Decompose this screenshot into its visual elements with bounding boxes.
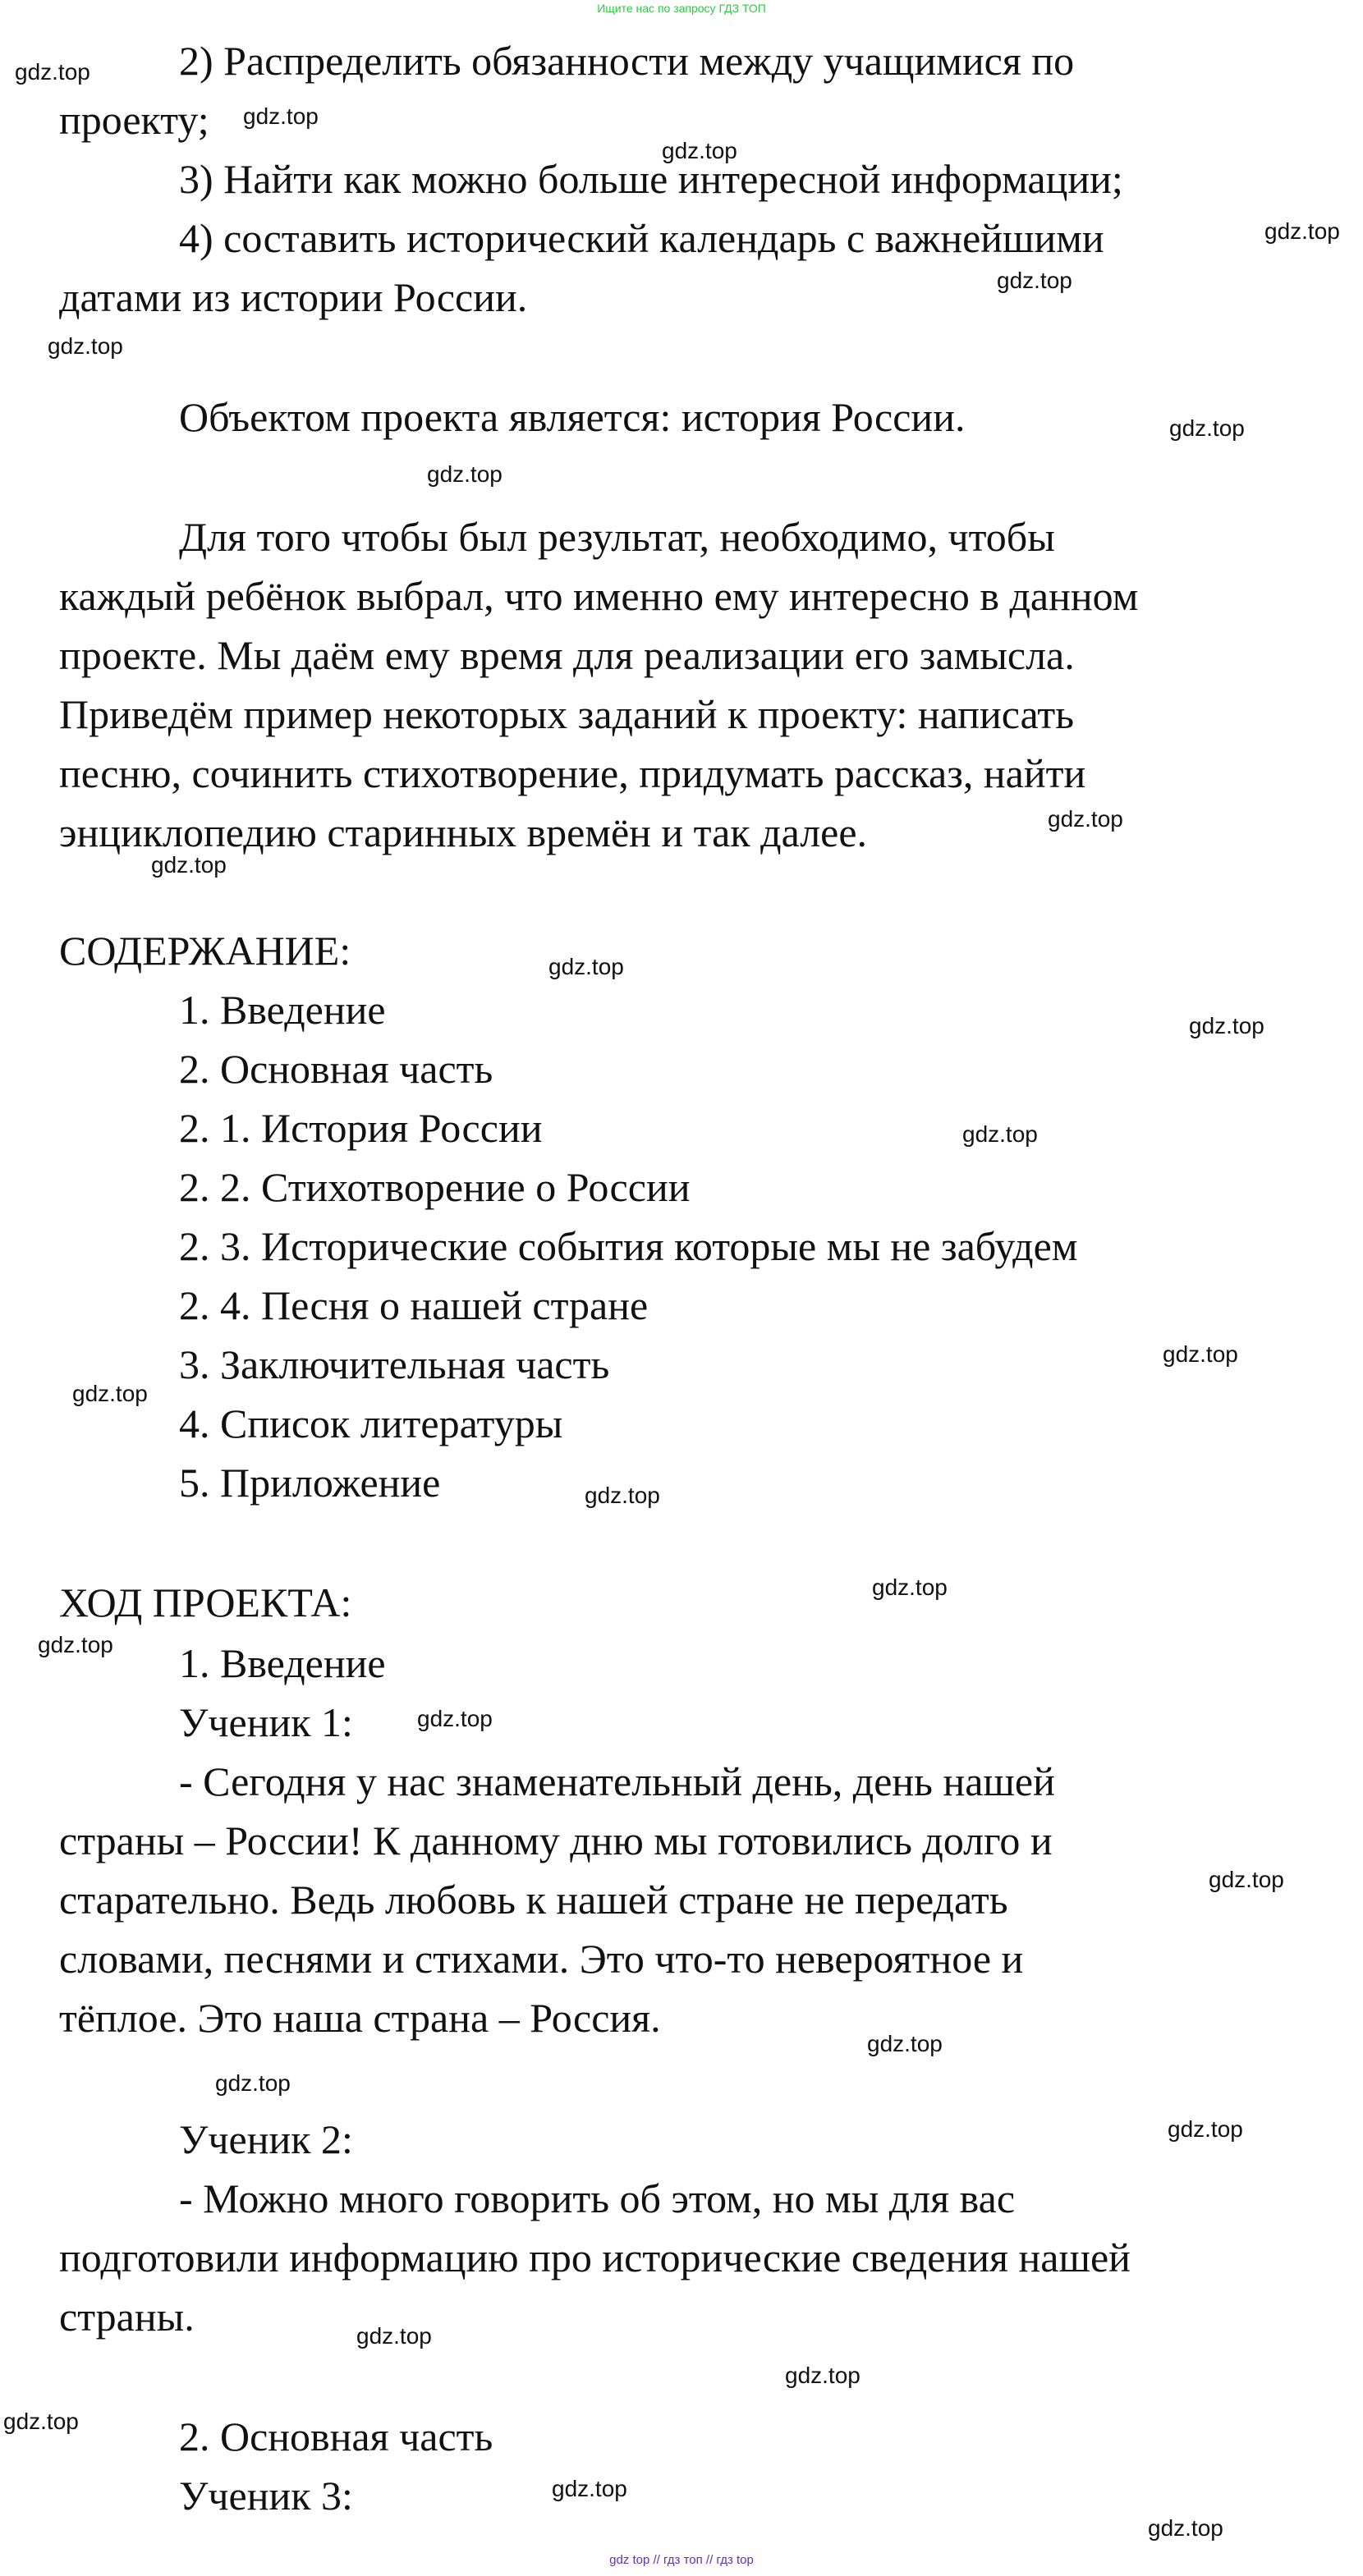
bottom-banner[interactable]: gdz top // гдз топ // гдз top xyxy=(609,2553,754,2567)
watermark: gdz.top xyxy=(417,1706,493,1731)
section-heading: 2. Основная часть xyxy=(179,2413,493,2459)
speaker-label: Ученик 3: xyxy=(179,2473,353,2519)
watermark: gdz.top xyxy=(1264,218,1340,244)
watermark: gdz.top xyxy=(548,954,624,979)
contents-item: 2. 4. Песня о нашей стране xyxy=(179,1282,649,1328)
watermark: gdz.top xyxy=(1048,806,1123,832)
contents-item: 2. 2. Стихотворение о России xyxy=(179,1164,691,1210)
contents-item: 3. Заключительная часть xyxy=(179,1341,610,1387)
watermark: gdz.top xyxy=(1209,1867,1284,1892)
text-line: страны – России! К данному дню мы готовились долго и xyxy=(59,1817,1053,1863)
watermark: gdz.top xyxy=(997,268,1072,293)
watermark: gdz.top xyxy=(872,1574,948,1600)
watermark: gdz.top xyxy=(962,1121,1038,1147)
watermark: gdz.top xyxy=(1168,2116,1243,2142)
watermark: gdz.top xyxy=(243,103,319,129)
watermark: gdz.top xyxy=(867,2031,943,2056)
watermark: gdz.top xyxy=(72,1381,148,1406)
watermark: gdz.top xyxy=(1169,415,1245,441)
text-line: подготовили информацию про исторические сведения нашей xyxy=(59,2235,1131,2280)
text-line: 4) составить исторический календарь с важнейшими xyxy=(179,215,1104,261)
text-line: Приведём пример некоторых заданий к проекту: написать xyxy=(59,691,1075,737)
watermark: gdz.top xyxy=(785,2363,860,2388)
section-heading: ХОД ПРОЕКТА: xyxy=(59,1579,352,1625)
text-line: - Сегодня у нас знаменательный день, день нашей xyxy=(179,1758,1055,1804)
watermark: gdz.top xyxy=(3,2409,79,2434)
watermark: gdz.top xyxy=(552,2476,627,2501)
text-line: датами из истории России. xyxy=(59,274,528,320)
contents-item: 4. Список литературы xyxy=(179,1400,563,1446)
text-line: - Можно много говорить об этом, но мы для вас xyxy=(179,2175,1016,2221)
text-line: 3) Найти как можно больше интересной информации; xyxy=(179,156,1123,202)
text-line: словами, песнями и стихами. Это что-то невероятное и xyxy=(59,1936,1024,1982)
contents-item: 1. Введение xyxy=(179,987,386,1033)
watermark: gdz.top xyxy=(1163,1341,1238,1367)
watermark: gdz.top xyxy=(38,1632,113,1657)
text-line: проекте. Мы даём ему время для реализации его замысла. xyxy=(59,632,1075,678)
text-line: страны. xyxy=(59,2294,195,2340)
contents-item: 2. 1. История России xyxy=(179,1105,543,1151)
contents-heading: СОДЕРЖАНИЕ: xyxy=(59,928,351,974)
watermark: gdz.top xyxy=(662,138,737,163)
text-line: песню, сочинить стихотворение, придумать рассказ, найти xyxy=(59,750,1086,796)
text-line: Объектом проекта является: история России. xyxy=(179,394,966,440)
speaker-label: Ученик 2: xyxy=(179,2116,353,2162)
watermark: gdz.top xyxy=(1148,2515,1223,2541)
text-line: проекту; xyxy=(59,97,209,143)
contents-item: 2. 3. Исторические события которые мы не забудем xyxy=(179,1223,1078,1269)
watermark: gdz.top xyxy=(1189,1013,1264,1038)
watermark: gdz.top xyxy=(215,2070,291,2096)
text-line: энциклопедию старинных времён и так далее. xyxy=(59,809,868,855)
text-line: Для того чтобы был результат, необходимо, чтобы xyxy=(179,514,1055,560)
text-line: каждый ребёнок выбрал, что именно ему интересно в данном xyxy=(59,573,1139,619)
top-banner[interactable]: Ищите нас по запросу ГДЗ ТОП xyxy=(597,2,766,15)
watermark: gdz.top xyxy=(48,333,123,359)
contents-item: 2. Основная часть xyxy=(179,1046,493,1092)
text-line: тёплое. Это наша страна – Россия. xyxy=(59,1995,661,2041)
watermark: gdz.top xyxy=(356,2323,432,2349)
watermark: gdz.top xyxy=(585,1483,660,1508)
text-line: 1. Введение xyxy=(179,1640,386,1686)
watermark: gdz.top xyxy=(427,461,503,487)
text-line: 2) Распределить обязанности между учащимися по xyxy=(179,38,1075,84)
watermark: gdz.top xyxy=(151,852,227,878)
speaker-label: Ученик 1: xyxy=(179,1699,353,1745)
text-line: старательно. Ведь любовь к нашей стране не передать xyxy=(59,1877,1008,1923)
contents-item: 5. Приложение xyxy=(179,1460,441,1506)
watermark: gdz.top xyxy=(15,59,90,85)
